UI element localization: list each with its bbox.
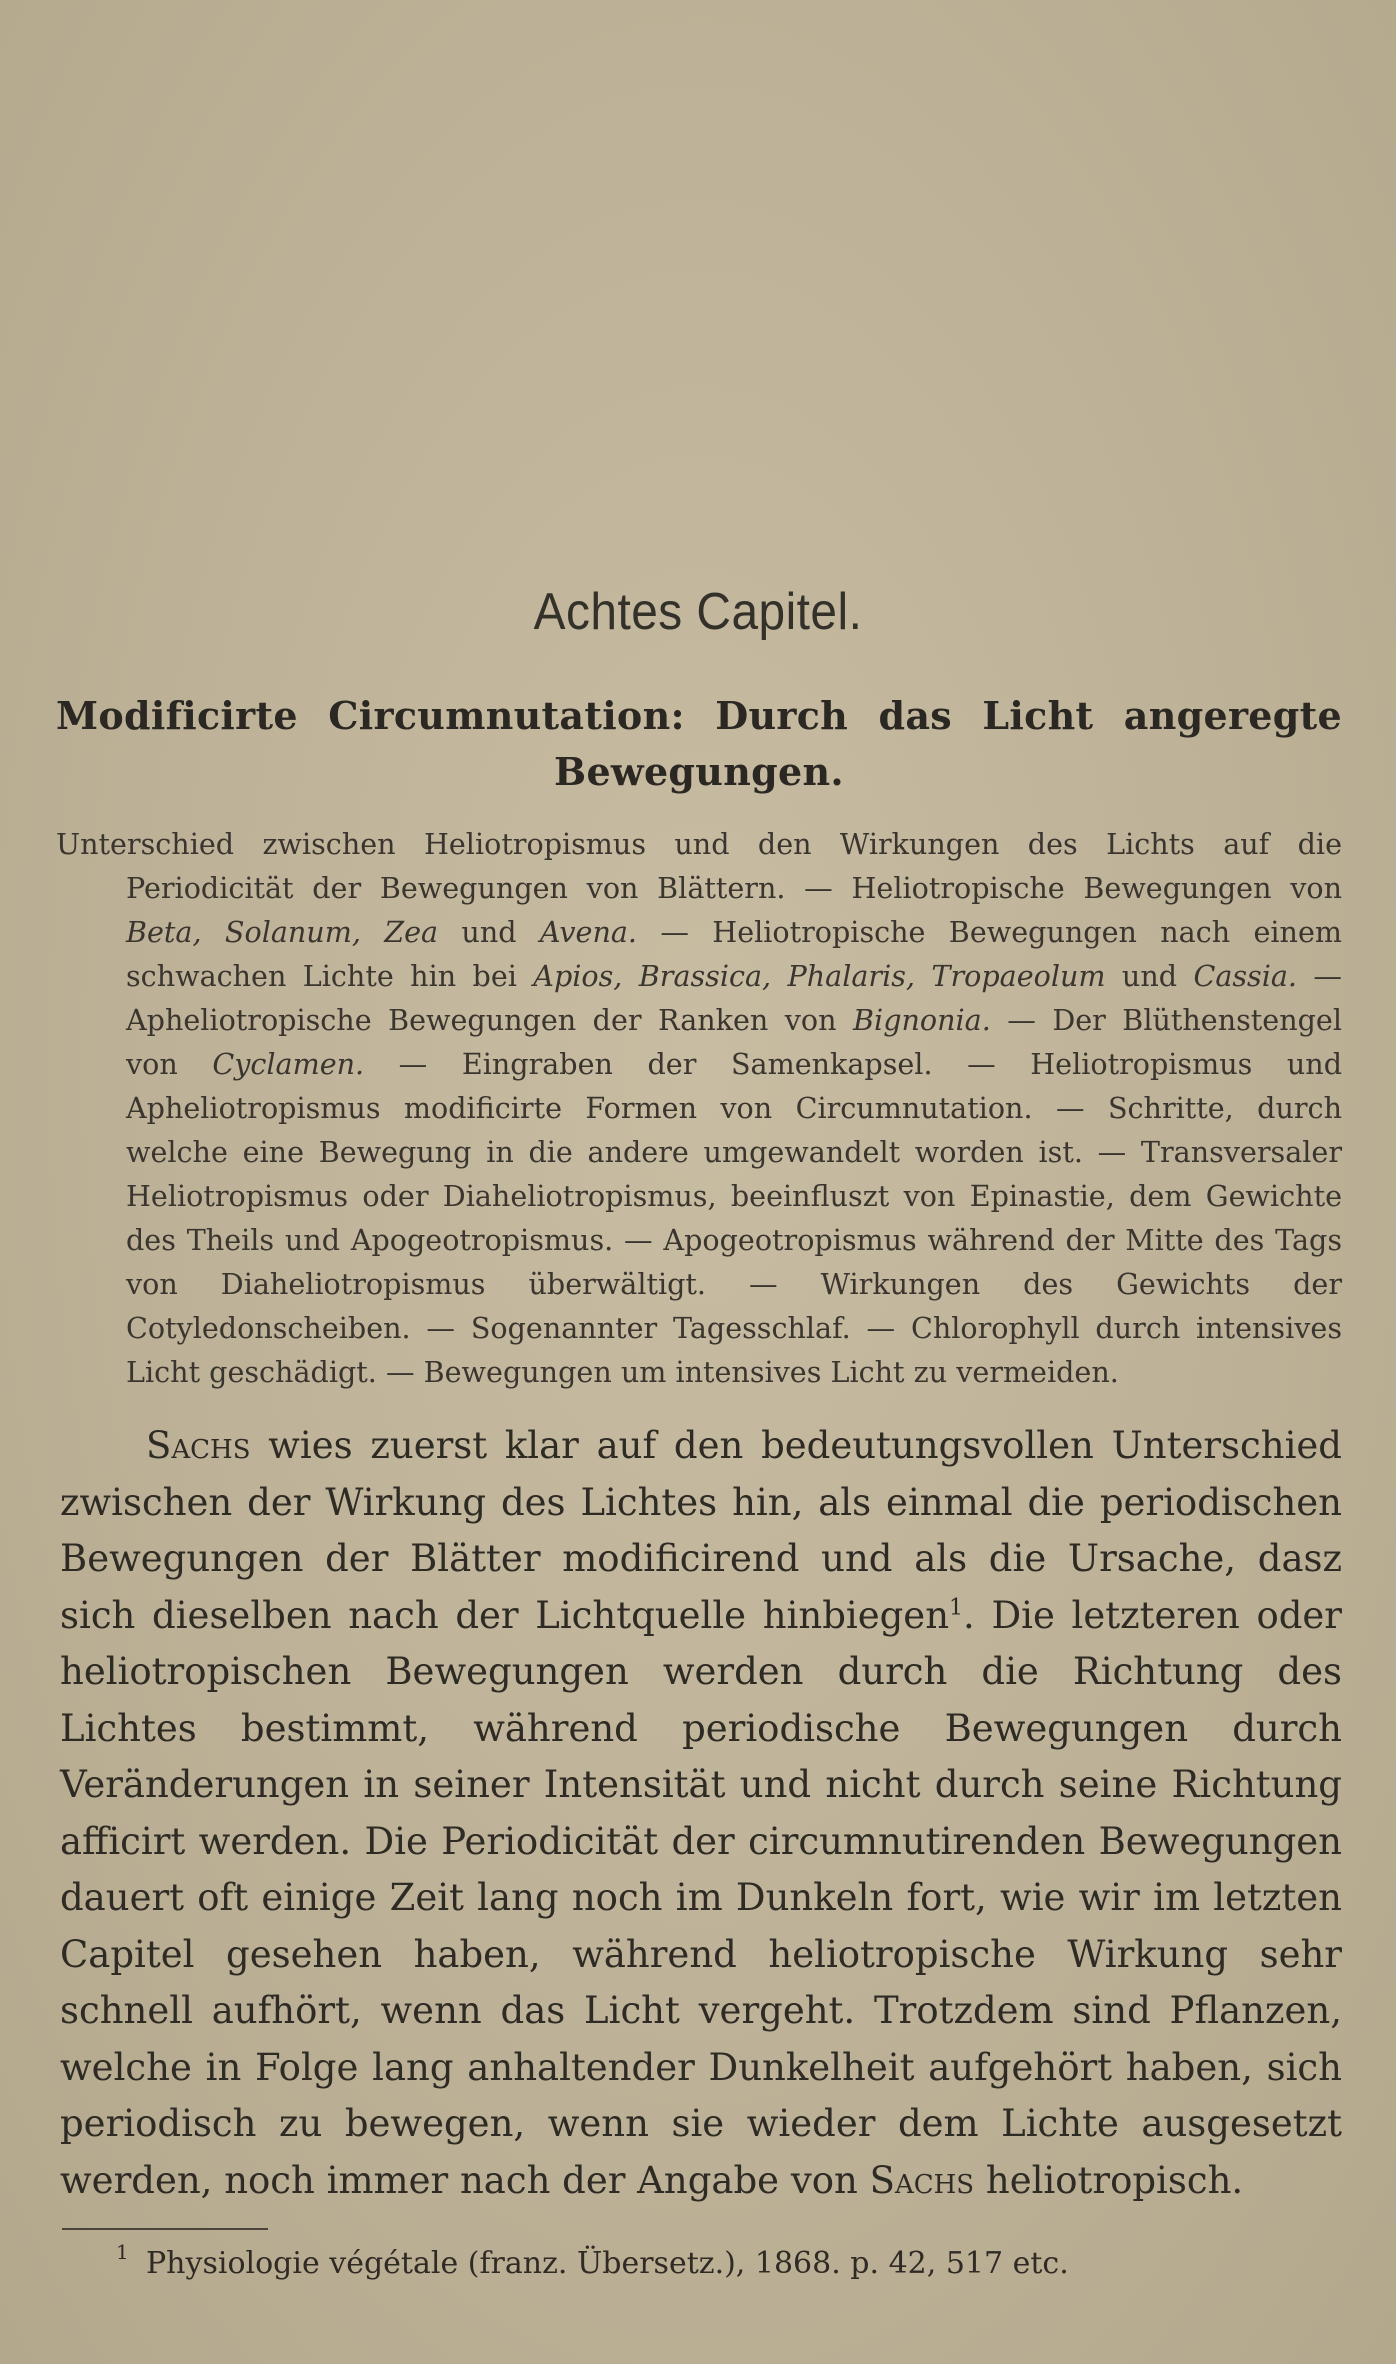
author-name: Sachs bbox=[869, 2158, 975, 2202]
body-text bbox=[60, 1418, 1342, 2209]
chapter-title: Achtes Capitel. bbox=[533, 583, 863, 641]
summary-run-italic: Cassia. bbox=[1193, 959, 1297, 993]
body-run: wies zuerst klar auf den bedeutungsvollen Unterschied zwischen der Wirkung des Lichtes hin, als einmal die periodischen Bewegungen der Blätter modificirend und als die Ursache, dasz sich dieselben nach der Lichtquelle hinbiegen bbox=[60, 1424, 1342, 1637]
summary-run: — Heliotropische Bewegungen nach einem schwachen Lichte hin bei bbox=[126, 915, 1342, 993]
chapter-summary bbox=[56, 822, 1342, 1394]
summary-run: — Der Blüthenstengel von bbox=[126, 1003, 1342, 1081]
summary-paragraph bbox=[56, 822, 1342, 1394]
summary-run-italic: Cyclamen. bbox=[212, 1047, 365, 1081]
summary-run-italic: Apios, Brassica, Phalaris, Tropaeolum bbox=[533, 959, 1106, 993]
footnote bbox=[116, 2240, 1069, 2281]
body-run: . Die letzteren oder heliotropischen Bewegungen werden durch die Richtung des Lichtes bestimmt, während periodische Bewegungen durch Veränderungen in seiner Intensität und nicht durch seine Richtung afficirt werden. Die Periodicität der circumnutirenden Bewegungen dauert oft einige Zeit lang noch im Dunkeln fort, wie wir im letzten Capitel gesehen haben, während heliotropische Wirkung sehr schnell aufhört, wenn das Licht vergeht. Trotzdem sind Pflanzen, welche in Folge lang anhaltender Dunkelheit aufgehört haben, sich periodisch zu bewegen, wenn sie wieder dem Lichte ausgesetzt werden, noch immer nach der Angabe von bbox=[60, 1593, 1342, 2202]
summary-run: und bbox=[438, 915, 540, 949]
summary-run: — Apheliotropische Bewegungen der Ranken von bbox=[126, 959, 1342, 1037]
author-name: Sachs bbox=[146, 1424, 251, 1467]
footnote-divider bbox=[62, 2228, 268, 2230]
summary-run-italic: Bignonia. bbox=[853, 1003, 991, 1037]
summary-run-italic: Avena. bbox=[539, 915, 638, 949]
summary-run: Unterschied zwischen Heliotropismus und den Wirkungen des Lichts auf die Periodicität der Bewegungen von Blättern. — Heliotropische Bewegungen von bbox=[56, 827, 1342, 905]
summary-run: — Eingraben der Samenkapsel. — Heliotropismus und Apheliotropismus modificirte Formen von Circumnutation. — Schritte, durch welche eine Bewegung in die andere umgewandelt worden ist. — Transversaler Heliotropismus oder Diaheliotropismus, beeinfluszt von Epinastie, dem Gewichte des Theils und Apogeotropismus. — Apogeotropismus während der Mitte des Tags von Diaheliotropismus überwältigt. — Wirkungen des Gewichts der Cotyledonscheiben. — Sogenannter Tagesschlaf. — Chlorophyll durch intensives Licht geschädigt. — Bewegungen um intensives Licht zu vermeiden. bbox=[126, 1047, 1342, 1389]
footnote-mark: 1 bbox=[116, 2240, 129, 2264]
footnote-text: Physiologie végétale (franz. Übersetz.), 1868. p. 42, 517 etc. bbox=[146, 2246, 1069, 2281]
summary-run-italic: Beta, Solanum, Zea bbox=[126, 915, 439, 949]
footnote-reference: 1 bbox=[949, 1595, 964, 1621]
body-paragraph bbox=[60, 1418, 1342, 2209]
summary-run: und bbox=[1105, 959, 1194, 993]
section-title: Modificirte Circumnutation: Durch das Licht angeregte Bewegungen. bbox=[56, 693, 1342, 794]
body-run: heliotropisch. bbox=[974, 2158, 1244, 2202]
